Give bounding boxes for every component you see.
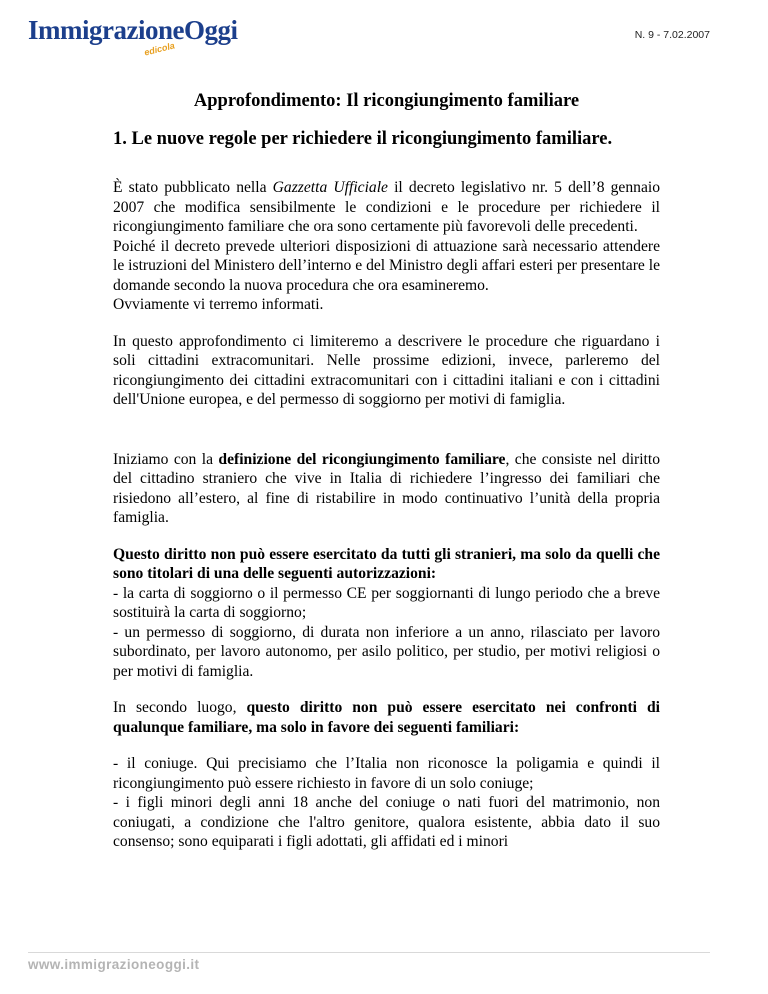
definition-term: definizione del ricongiungimento familiare [218,450,506,468]
paragraph-scope: In questo approfondimento ci limiteremo a descrivere le procedure che riguardano i soli cittadini extracomunitari. Nelle prossime edizioni, invece, parleremo del ricongiungimento dei cittadini extracomunitari con i cittadini italiani e con i cittadini dell'Unione europea, e del permesso di soggiorno per motivi di famiglia. [113,332,660,408]
section-title: 1. Le nuove regole per richiedere il ricongiungimento familiare. [113,129,613,149]
logo-wordmark: ImmigrazioneOggi [28,15,238,45]
list-item-family-1: - il coniuge. Qui precisiamo che l’Italia non riconosce la poligamia e quindi il ricongiungimento può essere richiesto in favore di un solo coniuge; [113,755,660,792]
list-item-family-2: - i figli minori degli anni 18 anche del coniuge o nati fuori del matrimonio, non coniugati, a condizione che l'altro genitore, qualora esistente, abbia dato il suo consenso; sono equiparati i figli adottati, gli affidati ed i minori [113,794,660,850]
article-title: Approfondimento: Il ricongiungimento familiare [193,91,580,111]
logo-tagline: edicola [143,40,176,58]
site-logo[interactable] [28,14,238,66]
paragraph-definition: Iniziamo con la definizione del ricongiungimento familiare, che consiste nel diritto del cittadino straniero che vive in Italia di richiedere l’ingresso dei familiari che risiedono all’estero, al fine di ristabilire in modo continuativo l’unità della propria famiglia. [113,450,661,526]
list-item-permit-1: - la carta di soggiorno o il permesso CE per soggiornanti di lungo periodo che a breve sostituirà la carta di soggiorno; [113,584,660,621]
footer-divider [28,952,710,953]
paragraph-decree: Poiché il decreto prevede ulteriori disposizioni di attuazione sarà necessario attendere le istruzioni del Ministero dell’interno e del Ministro degli affari esteri per presentare le domande secondo la nuova procedura che ora esamineremo. [113,237,660,294]
paragraph-intro: È stato pubblicato nella Gazzetta Ufficiale il decreto legislativo nr. 5 dell’8 gennaio 2007 che modifica sensibilmente le condizioni e le procedure per richiedere il ricongiungimento familiare che ora sono certamente più favorevoli delle precedenti. [113,179,660,235]
paragraph-family: In secondo luogo, questo diritto non può essere esercitato nei confronti di qualunque familiare, ma solo in favore dei seguenti familiari: [113,699,660,736]
paragraph-eligibility [113,545,660,584]
gazette-name: Gazzetta Ufficiale [272,179,388,196]
footer-url[interactable]: www.immigrazioneoggi.it [28,957,200,972]
family-heading: questo diritto non può essere esercitato nei confronti di qualunque familiare, ma solo in favore dei seguenti familiari: [113,699,660,736]
paragraph-informed: Ovviamente vi terremo informati. [113,296,324,313]
eligibility-heading: Questo diritto non può essere esercitato da tutti gli stranieri, ma solo da quelli che sono titolari di una delle seguenti autorizzazioni: [113,545,660,582]
list-item-permit-2: - un permesso di soggiorno, di durata non inferiore a un anno, rilasciato per lavoro subordinato, per lavoro autonomo, per asilo politico, per studio, per motivi religiosi o per motivi di famiglia. [113,623,660,680]
article-body [113,82,660,852]
issue-number: N. 9 - 7.02.2007 [634,29,710,41]
